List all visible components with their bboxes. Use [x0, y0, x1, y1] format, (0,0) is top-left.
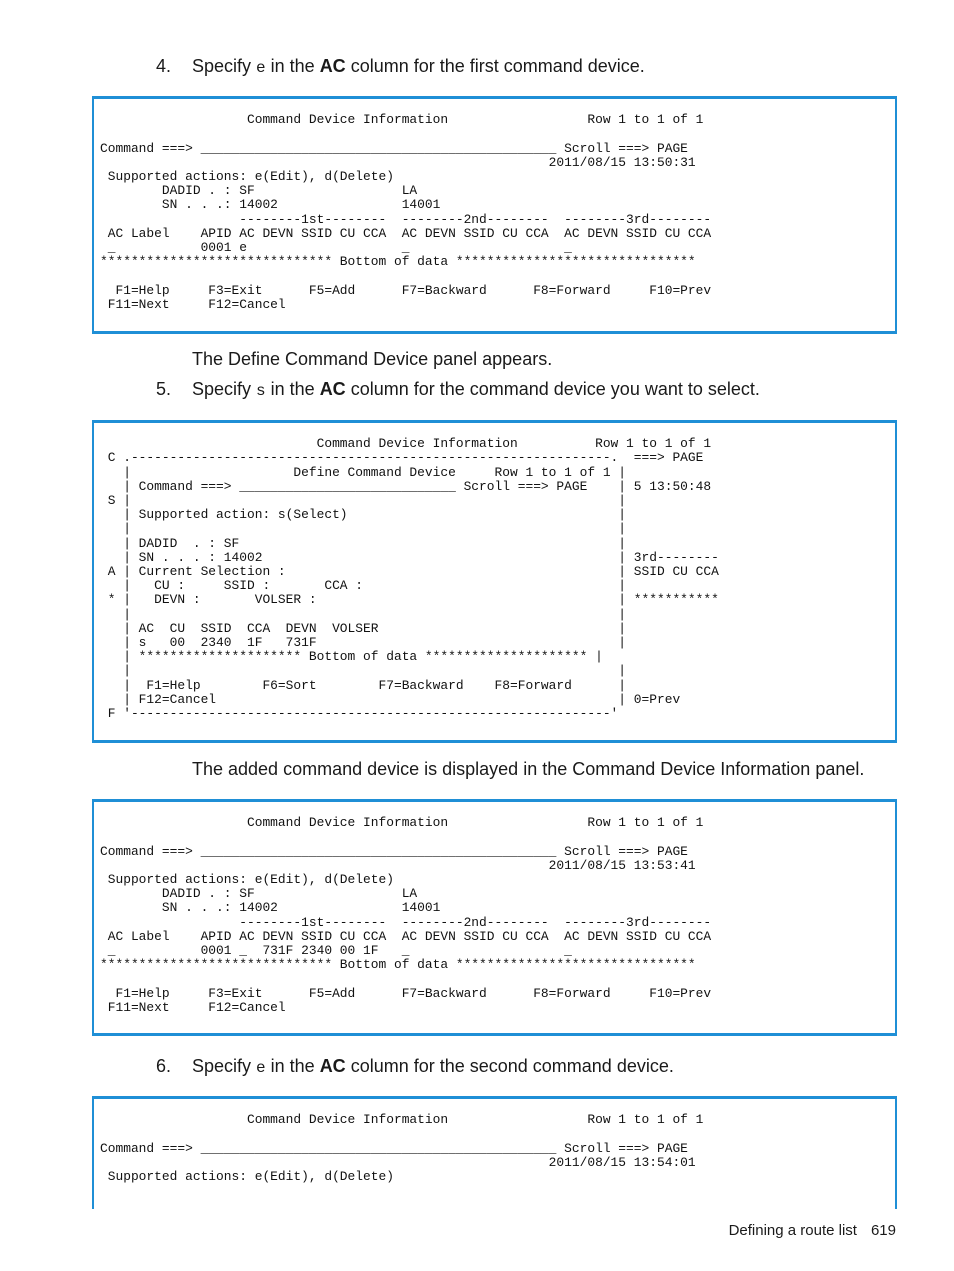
- step-code: e: [256, 59, 266, 77]
- step-code: s: [256, 382, 266, 400]
- step-6: [156, 1055, 674, 1079]
- step-text-mid: in the: [265, 379, 320, 399]
- terminal-panel-3: [92, 799, 897, 1036]
- terminal-screen: Command Device Information Row 1 to 1 of 1 C .--------------------------------------------------------------. ===> PAGE | Define Command Device Row 1 to 1 of 1 | | Command ===> ____________________________ Scroll ===> PAGE | 5 13:50:48 S | | | Supported action: s(Select) | | | | DADID . : SF | | SN . . . : 14002 | 3rd-------- A | Current Selection : | SSID CU CCA | CU : SSID : CCA : | * | DEVN : VOLSER : | *********** | | | AC CU SSID CCA DEVN VOLSER | | s 00 2340 1F 731F | | ********************* Bottom of data ********************* | | | | F1=Help F6=Sort F7=Backward F8=Forward | | F12=Cancel | 0=Prev F '--------------------------------------------------------------': [107, 436, 719, 722]
- step-text-post: column for the first command device.: [345, 56, 645, 76]
- step-ac: AC: [319, 379, 346, 399]
- step-text-pre: Specify: [192, 379, 257, 399]
- step-text-post: column for the command device you want to select.: [345, 379, 760, 399]
- step-text-post: column for the second command device.: [345, 1056, 674, 1076]
- step-4: [156, 55, 645, 79]
- terminal-screen: Command Device Information Row 1 to 1 of 1 Command ===> ______________________________________________ Scroll ===> PAGE 2011/08/15 13:50:31 Supported actions: e(Edit), d(Delete) DADID . : SF LA SN . . .: 14002 14001 --------1st-------- --------2nd-------- --------3rd-------- AC Label APID AC DEVN SSID CU CCA AC DEVN SSID CU CCA AC DEVN SSID CU CCA _ 0001 e _ _ ****************************** Bottom of data ******************************* F1=Help F3=Exit F5=Add F7=Backward F8=Forward F10=Prev F11=Next F12=Cancel: [100, 112, 712, 312]
- step-text-pre: Specify: [192, 56, 257, 76]
- terminal-panel-2: [92, 420, 897, 743]
- step-text-mid: in the: [265, 56, 320, 76]
- note-added-device: The added command device is displayed in the Command Device Information panel.: [192, 759, 865, 779]
- terminal-panel-1: [92, 96, 897, 334]
- footer-title: Defining a route list: [728, 1222, 857, 1239]
- note-define-panel: The Define Command Device panel appears.: [192, 349, 553, 369]
- step-ac: AC: [319, 56, 346, 76]
- step-number: 4.: [156, 56, 172, 76]
- step-text-mid: in the: [265, 1056, 320, 1076]
- terminal-panel-4: [92, 1096, 897, 1209]
- step-code: e: [256, 1059, 266, 1077]
- step-ac: AC: [319, 1056, 346, 1076]
- terminal-screen: Command Device Information Row 1 to 1 of 1 Command ===> ______________________________________________ Scroll ===> PAGE 2011/08/15 13:54:01 Supported actions: e(Edit), d(Delete): [100, 1112, 704, 1185]
- step-5: [156, 378, 760, 402]
- page-footer: [729, 1222, 896, 1239]
- terminal-screen: Command Device Information Row 1 to 1 of 1 Command ===> ______________________________________________ Scroll ===> PAGE 2011/08/15 13:53:41 Supported actions: e(Edit), d(Delete) DADID . : SF LA SN . . .: 14002 14001 --------1st-------- --------2nd-------- --------3rd-------- AC Label APID AC DEVN SSID CU CCA AC DEVN SSID CU CCA AC DEVN SSID CU CCA _ 0001 _ 731F 2340 00 1F _ _ ****************************** Bottom of data ******************************* F1=Help F3=Exit F5=Add F7=Backward F8=Forward F10=Prev F11=Next F12=Cancel: [100, 815, 712, 1015]
- page-number: 619: [870, 1222, 896, 1239]
- step-number: 6.: [156, 1056, 172, 1076]
- step-text-pre: Specify: [192, 1056, 257, 1076]
- step-number: 5.: [156, 379, 172, 399]
